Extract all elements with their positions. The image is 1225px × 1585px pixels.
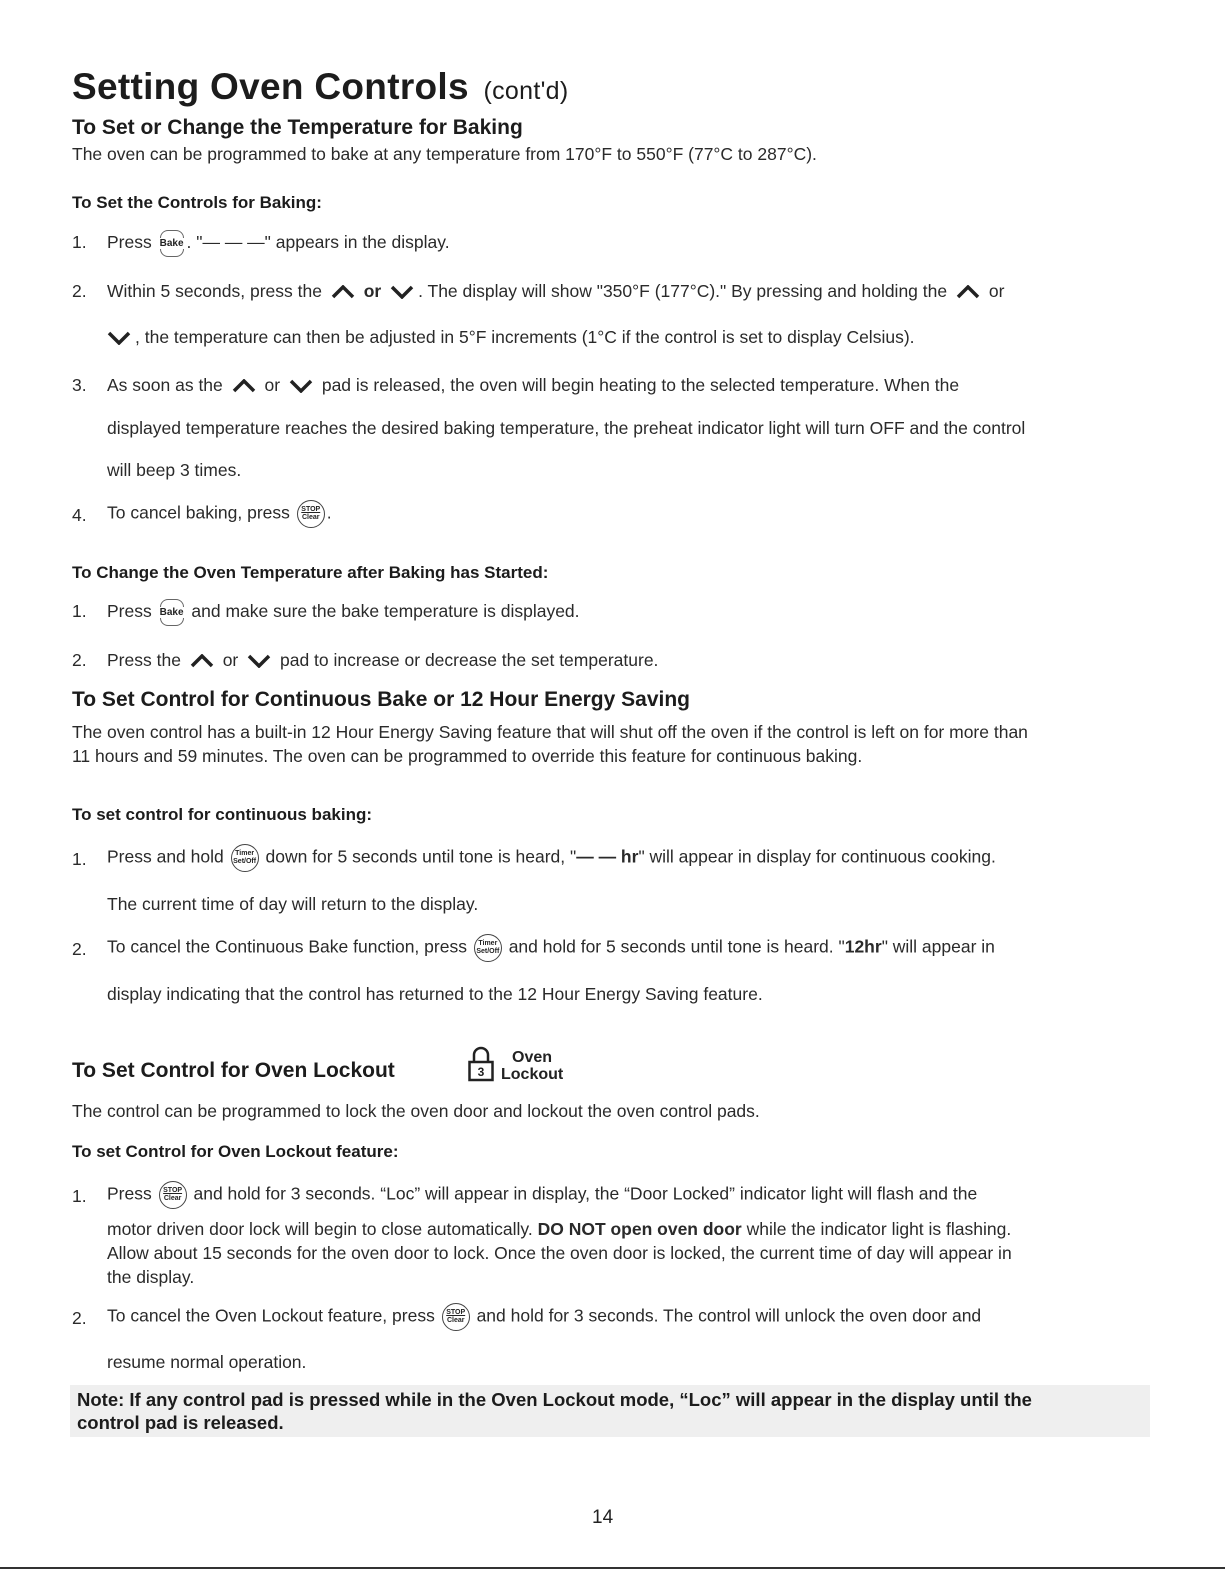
subheading-set-controls: To Set the Controls for Baking:: [72, 193, 322, 212]
step-text: To cancel baking, press: [107, 502, 290, 523]
step-number: 2.: [72, 1308, 87, 1328]
down-arrow-icon: [107, 331, 131, 345]
step-text: or: [264, 375, 281, 395]
step-text: Press: [107, 232, 152, 252]
step-text: or: [988, 281, 1005, 301]
step-text-bold: — — hr: [576, 846, 639, 867]
step-number: 1.: [72, 232, 87, 252]
section-heading-continuous-bake: To Set Control for Continuous Bake or 12 Hour Energy Saving: [72, 688, 691, 711]
step-number: 4.: [72, 505, 87, 525]
step-line: will beep 3 times.: [107, 460, 242, 480]
step-line: [107, 601, 580, 622]
step-line: [107, 1181, 977, 1209]
step-line: displayed temperature reaches the desired baking temperature, the preheat indicator light will turn OFF and the control: [107, 418, 1026, 438]
step-text: pad to increase or decrease the set temperature.: [280, 650, 659, 670]
step-text: " will appear in display for continuous cooking.: [638, 846, 996, 867]
step-text: while the indicator light is flashing.: [746, 1219, 1012, 1239]
step-line: [107, 500, 332, 528]
step-line: The current time of day will return to the display.: [107, 894, 479, 914]
subheading-continuous-baking: To set control for continuous baking:: [72, 805, 373, 824]
section-heading-oven-lockout: To Set Control for Oven Lockout: [72, 1059, 395, 1082]
note-text: Note: If any control pad is pressed while in the Oven Lockout mode, “Loc” will appear in the display until the: [77, 1389, 1032, 1410]
step-text: Press: [107, 1183, 152, 1204]
step-line: [107, 232, 450, 253]
step-line: the display.: [107, 1267, 195, 1287]
step-line: [107, 375, 959, 396]
step-line: [107, 650, 658, 671]
stop-clear-pad-icon: STOP Clear: [297, 500, 325, 528]
down-arrow-icon: [247, 654, 271, 668]
step-text-bold: DO NOT open oven door: [537, 1219, 742, 1239]
step-text: Within 5 seconds, press the: [107, 281, 322, 301]
step-number: 1.: [72, 849, 87, 869]
step-text: . The display will show "350°F (177°C)." By pressing and holding the: [418, 281, 948, 301]
stop-clear-pad-icon: STOP Clear: [159, 1181, 187, 1209]
step-text: Press the: [107, 650, 181, 670]
step-text: As soon as the: [107, 375, 223, 395]
up-arrow-icon: [331, 285, 355, 299]
step-number: 2.: [72, 939, 87, 959]
up-arrow-icon: [232, 379, 256, 393]
oven-lockout-icon: [468, 1044, 494, 1084]
step-text: To cancel the Continuous Bake function, press: [107, 936, 467, 957]
step-number: 2.: [72, 650, 87, 670]
title-suffix: (cont'd): [483, 77, 569, 105]
step-text: motor driven door lock will begin to close automatically.: [107, 1219, 533, 1239]
section-intro: The oven can be programmed to bake at any temperature from 170°F to 550°F (77°C to 287°C).: [72, 144, 817, 164]
step-line: display indicating that the control has returned to the 12 Hour Energy Saving feature.: [107, 984, 763, 1004]
section-heading-baking-temperature: To Set or Change the Temperature for Baking: [72, 116, 523, 139]
timer-pad-icon: Timer Set/Off: [231, 844, 259, 872]
step-line: [107, 934, 995, 962]
step-line: [107, 1219, 1011, 1240]
step-text: To cancel the Oven Lockout feature, press: [107, 1305, 435, 1326]
up-arrow-icon: [956, 285, 980, 299]
step-text: or: [222, 650, 239, 670]
step-line: [107, 1303, 981, 1331]
step-line: [107, 327, 915, 348]
stop-clear-pad-icon: STOP Clear: [442, 1303, 470, 1331]
step-text: Press: [107, 601, 152, 621]
step-text: down for 5 seconds until tone is heard, ": [265, 846, 577, 867]
step-text: .: [326, 502, 332, 523]
step-text: and hold for 5 seconds until tone is heard. ": [508, 936, 845, 957]
step-number: 2.: [72, 281, 87, 301]
step-text: , the temperature can then be adjusted in 5°F increments (1°C if the control is set to display Celsius).: [135, 327, 915, 347]
step-text-bold: 12hr: [844, 936, 882, 957]
step-number: 1.: [72, 1186, 87, 1206]
up-arrow-icon: [190, 654, 214, 668]
oven-lockout-icon-label: [501, 1049, 563, 1083]
step-line: [107, 281, 1004, 302]
lockout-label-line: Lockout: [501, 1066, 564, 1083]
step-text: . "— — —" appears in the display.: [186, 232, 450, 252]
step-text: pad is released, the oven will begin heating to the selected temperature. When the: [321, 375, 960, 395]
bottom-rule: [0, 1567, 1225, 1569]
section-intro: 11 hours and 59 minutes. The oven can be programmed to override this feature for continuous baking.: [72, 746, 863, 766]
step-text: or: [363, 281, 382, 301]
step-text: and make sure the bake temperature is displayed.: [191, 601, 580, 621]
down-arrow-icon: [289, 379, 313, 393]
step-line: [107, 844, 996, 872]
subheading-oven-lockout-feature: To set Control for Oven Lockout feature:: [72, 1142, 399, 1161]
lockout-label-line: Oven: [512, 1049, 553, 1066]
section-intro: The control can be programmed to lock the oven door and lockout the oven control pads.: [72, 1101, 760, 1121]
step-line: Allow about 15 seconds for the oven door to lock. Once the oven door is locked, the current time of day will appear in: [107, 1243, 1012, 1263]
step-text: and hold for 3 seconds. “Loc” will appear in display, the “Door Locked” indicator light will flash and the: [193, 1183, 978, 1204]
timer-pad-icon: Timer Set/Off: [474, 934, 502, 962]
section-intro: The oven control has a built-in 12 Hour Energy Saving feature that will shut off the oven if the control is left on for more than: [72, 722, 1028, 742]
step-number: 1.: [72, 601, 87, 621]
page-number: 14: [592, 1507, 614, 1528]
step-text: " will appear in: [881, 936, 995, 957]
note-text: control pad is released.: [77, 1412, 284, 1433]
page-title: [72, 66, 568, 108]
bake-pad-icon: Bake: [157, 238, 187, 249]
lockout-icon-number: 3: [477, 1065, 485, 1079]
step-number: 3.: [72, 375, 87, 395]
step-text: Press and hold: [107, 846, 224, 867]
step-text: and hold for 3 seconds. The control will unlock the oven door and: [476, 1305, 982, 1326]
subheading-change-temperature: To Change the Oven Temperature after Baking has Started:: [72, 563, 549, 582]
down-arrow-icon: [390, 285, 414, 299]
bake-pad-icon: Bake: [157, 607, 187, 618]
title-main: Setting Oven Controls: [72, 66, 469, 107]
step-line: resume normal operation.: [107, 1352, 307, 1372]
